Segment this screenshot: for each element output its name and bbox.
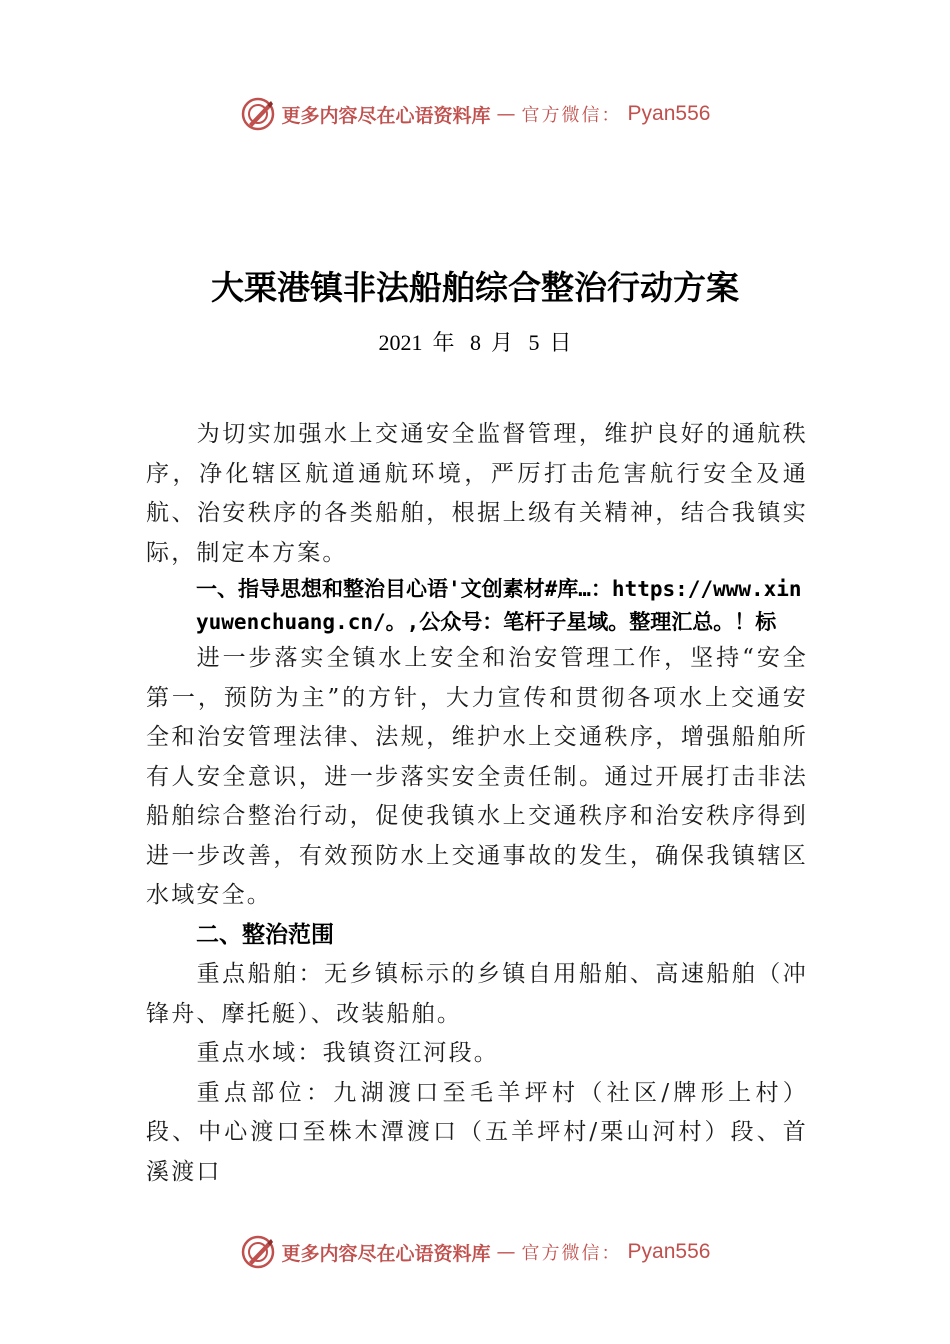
- date-year: 2021: [378, 330, 423, 355]
- library-logo-icon: [240, 96, 276, 132]
- watermark-separator: —: [496, 1241, 516, 1263]
- watermark-banner-bottom: [0, 1230, 950, 1274]
- watermark-main-text: 更多内容尽在心语资料库: [281, 104, 491, 127]
- section1-paragraph: 进一步落实全镇水上安全和治安管理工作，坚持“安全第一，预防为主”的方针，大力宣传和贯彻各项水上交通安全和治安管理法律、法规，维护水上交通秩序，增强船舶所有人安全意识，进一步落实安全责任制。通过开展打击非法船舶综合整治行动，促使我镇水上交通秩序和治安秩序得到进一步改善，有效预防水上交通事故的发生，确保我镇辖区水域安全。: [146, 645, 808, 908]
- document-body: [146, 415, 808, 1192]
- watermark-banner-top: [0, 92, 950, 136]
- key-ships-paragraph: 重点船舶：无乡镇标示的乡镇自用船舶、高速船舶（冲锋舟、摩托艇）、改装船舶。: [146, 961, 808, 1027]
- date-month-unit: 月: [490, 330, 513, 355]
- intro-paragraph: 为切实加强水上交通安全监督管理，维护良好的通航秩序，净化辖区航道通航环境，严厉打击危害航行安全及通航、治安秩序的各类船舶，根据上级有关精神，结合我镇实际，制定本方案。: [146, 421, 808, 566]
- watermark-main-text: 更多内容尽在心语资料库: [281, 1242, 491, 1265]
- watermark-wechat-label: 官方微信：: [521, 1243, 622, 1264]
- library-logo-icon: [240, 1234, 276, 1270]
- date-day: 5: [528, 330, 540, 355]
- watermark-wechat-label: 官方微信：: [521, 105, 622, 126]
- date-year-unit: 年: [432, 330, 455, 355]
- watermark-wechat-id: Pyan556: [627, 1240, 711, 1263]
- document-date: [0, 326, 950, 357]
- date-month: 8: [469, 330, 481, 355]
- section2-heading: 二、整治范围: [196, 921, 334, 948]
- document-title: 大栗港镇非法船舶综合整治行动方案: [211, 268, 739, 307]
- date-day-unit: 日: [549, 330, 572, 355]
- key-waters-paragraph: 重点水域：我镇资江河段。: [196, 1040, 499, 1066]
- key-locations-paragraph: 重点部位：九湖渡口至毛羊坪村（社区/牌形上村）段、中心渡口至株木潭渡口（五羊坪村/栗山河村）段、首溪渡口: [146, 1079, 808, 1185]
- watermark-wechat-id: Pyan556: [627, 102, 711, 125]
- watermark-separator: —: [496, 103, 516, 125]
- section1-heading: 一、指导思想和整治目心语'文创素材#库…：https://www.xinyuwenchuang.cn/。,公众号：笔杆子星域。整理汇总。！标: [196, 577, 802, 634]
